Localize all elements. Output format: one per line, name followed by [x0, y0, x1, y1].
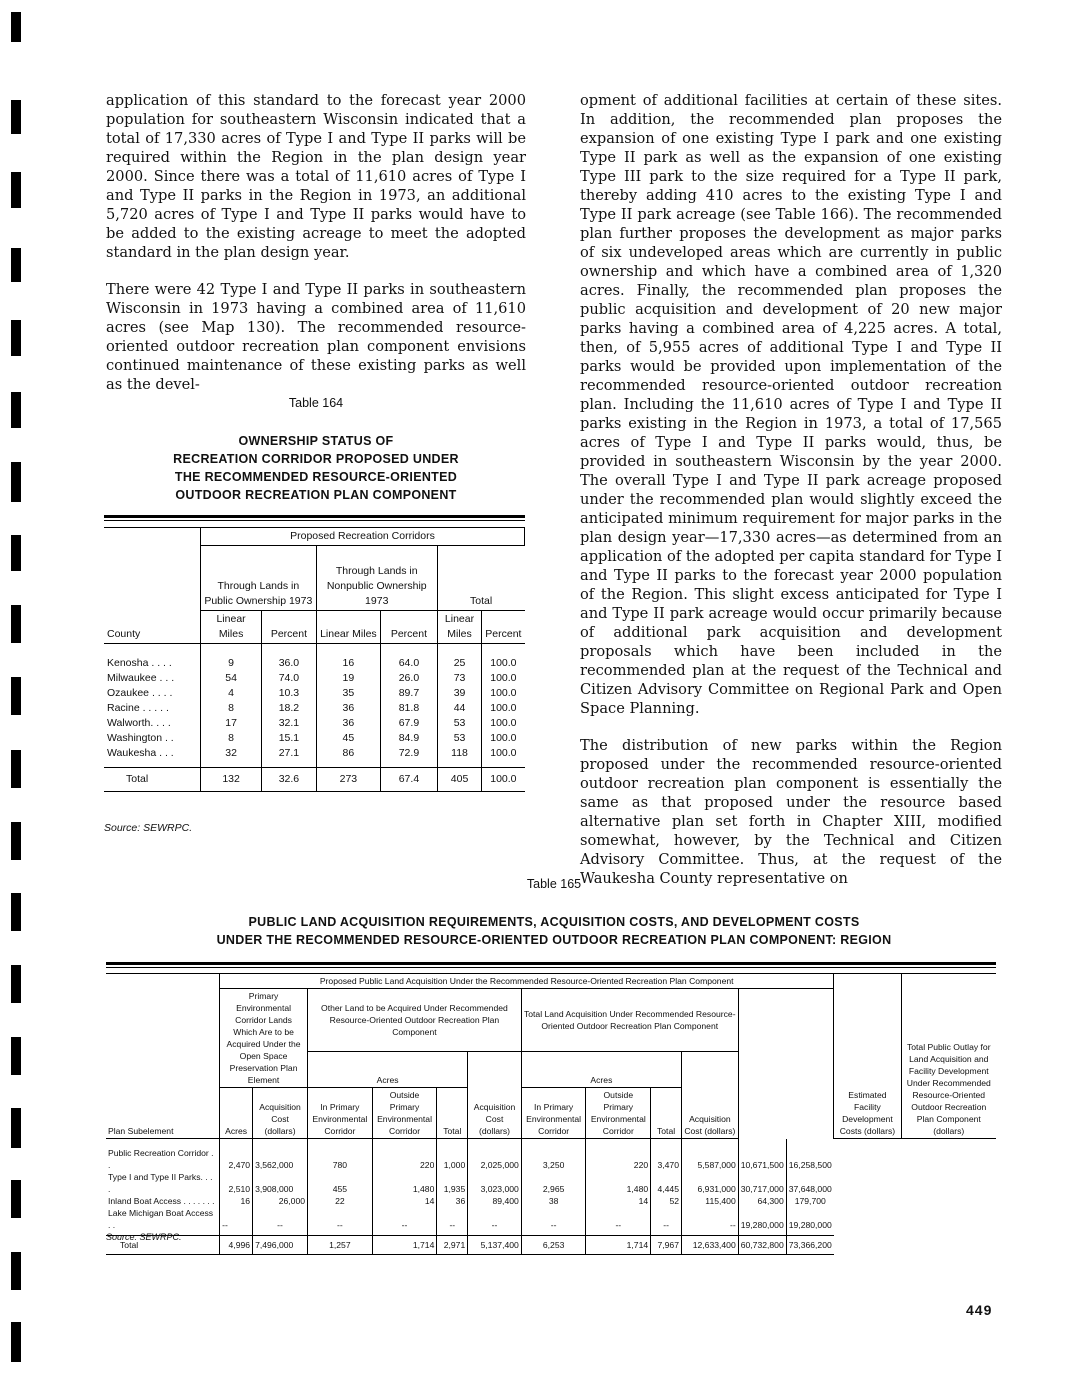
table-total-row — [104, 768, 525, 792]
in-primary-header: In Primary Environmental Corridor — [308, 1088, 373, 1139]
cell: 35 — [316, 686, 380, 701]
margin-mark — [11, 1037, 21, 1075]
cell: 118 — [437, 746, 481, 768]
county-cell: Milwaukee . . . — [104, 671, 201, 686]
cell: -- — [521, 1207, 586, 1236]
subelement-cell: Inland Boat Access . . . . . . . — [106, 1195, 220, 1207]
table-row — [104, 644, 525, 672]
cell: 5,587,000 — [682, 1139, 739, 1172]
public-outlay-header: Total Public Outlay for Land Acquisition and Facility Development Under Recommended Resource-Oriented Outdoor Recreation Plan Component (dollars) — [901, 974, 996, 1139]
subelement-cell: Type I and Type II Parks. . . . — [106, 1171, 220, 1195]
cell: 220 — [586, 1139, 651, 1172]
cell: 19,280,000 — [786, 1207, 834, 1236]
subelement-cell: Lake Michigan Boat Access . . — [106, 1207, 220, 1236]
cell: 67.9 — [381, 716, 438, 731]
cell: 100.0 — [482, 644, 525, 672]
nonpublic-ownership-header: Through Lands in Nonpublic Ownership 1973 — [316, 546, 437, 611]
cell: -- — [220, 1207, 253, 1236]
right-text-column — [580, 91, 1002, 906]
table-165-number: Table 165 — [526, 877, 582, 891]
cell: -- — [682, 1207, 739, 1236]
table-165-source: Source: SEWRPC. — [106, 1232, 182, 1242]
cell: 10.3 — [262, 686, 317, 701]
percent-header: Percent — [482, 611, 525, 644]
margin-mark — [11, 1108, 21, 1148]
cell: 3,023,000 — [468, 1171, 522, 1195]
cell: 14 — [586, 1195, 651, 1207]
cell: 15.1 — [262, 731, 317, 746]
outside-primary-header: Outside Primary Environmental Corridor — [586, 1088, 651, 1139]
county-cell: Racine . . . . . — [104, 701, 201, 716]
county-header: County — [104, 528, 201, 644]
acres-header: Acres — [220, 1088, 253, 1139]
cell: 273 — [316, 768, 380, 792]
cell: 19,280,000 — [738, 1207, 786, 1236]
table-row — [106, 1207, 996, 1236]
margin-mark — [11, 822, 21, 860]
table-top-rule — [104, 520, 525, 521]
cell: 10,671,500 — [738, 1139, 786, 1172]
cell: 100.0 — [482, 716, 525, 731]
cell: 3,250 — [521, 1139, 586, 1172]
cell: 39 — [437, 686, 481, 701]
cell: -- — [468, 1207, 522, 1236]
cell: 32.6 — [262, 768, 317, 792]
table-top-rule — [106, 967, 996, 968]
acquisition-cost-header: Acquisition Cost (dollars) — [253, 1088, 308, 1139]
cell: 4 — [201, 686, 262, 701]
public-ownership-header: Through Lands in Public Ownership 1973 — [201, 546, 317, 611]
table-row — [104, 731, 525, 746]
cell: 89.7 — [381, 686, 438, 701]
margin-mark — [11, 462, 21, 502]
cell: 1,714 — [586, 1236, 651, 1255]
table-row — [104, 671, 525, 686]
cell: 36.0 — [262, 644, 317, 672]
in-primary-header: In Primary Environmental Corridor — [521, 1088, 586, 1139]
cell: 100.0 — [482, 701, 525, 716]
plan-subelement-header: Plan Subelement — [106, 974, 220, 1139]
cell: 1,000 — [437, 1139, 468, 1172]
cell: 100.0 — [482, 686, 525, 701]
cell: 8 — [201, 731, 262, 746]
margin-mark — [11, 750, 21, 788]
cell: 81.8 — [381, 701, 438, 716]
cell: 1,480 — [586, 1171, 651, 1195]
table-total-row — [106, 1236, 996, 1255]
table-title-line: RECREATION CORRIDOR PROPOSED UNDER — [173, 452, 459, 466]
proposed-acquisition-header: Proposed Public Land Acquisition Under the Recommended Resource-Oriented Recreation Plan Component — [220, 974, 834, 989]
cell: 100.0 — [482, 731, 525, 746]
percent-header: Percent — [381, 611, 438, 644]
table-164 — [104, 527, 525, 792]
cell: 89,400 — [468, 1195, 522, 1207]
cell: 53 — [437, 716, 481, 731]
cell: 16,258,500 — [786, 1139, 834, 1172]
cell: 1,480 — [372, 1171, 437, 1195]
cell: 179,700 — [786, 1195, 834, 1207]
cell: 780 — [308, 1139, 373, 1172]
cell: 45 — [316, 731, 380, 746]
cell: 9 — [201, 644, 262, 672]
primary-corridor-header: Primary Environmental Corridor Lands Which Are to be Acquired Under the Open Space Preservation Plan Element — [220, 989, 308, 1088]
acquisition-cost-header: Acquisition Cost (dollars) — [468, 1052, 522, 1139]
outside-primary-header: Outside Primary Environmental Corridor — [372, 1088, 437, 1139]
margin-mark — [11, 172, 21, 208]
facility-cost-header: Estimated Facility Development Costs (dollars) — [834, 974, 901, 1139]
cell: 86 — [316, 746, 380, 768]
county-cell: Waukesha . . . — [104, 746, 201, 768]
cell: -- — [253, 1207, 308, 1236]
cell: 26,000 — [253, 1195, 308, 1207]
cell: 18.2 — [262, 701, 317, 716]
cell: 64,300 — [738, 1195, 786, 1207]
table-165-title — [106, 913, 1002, 949]
cell: 84.9 — [381, 731, 438, 746]
cell: 36 — [437, 1195, 468, 1207]
cell: 12,633,400 — [682, 1236, 739, 1255]
cell: 405 — [437, 768, 481, 792]
proposed-corridors-header: Proposed Recreation Corridors — [201, 528, 525, 546]
cell: 67.4 — [381, 768, 438, 792]
cell: 73,366,200 — [786, 1236, 834, 1255]
cell: 132 — [201, 768, 262, 792]
other-land-header: Other Land to be Acquired Under Recommended Resource-Oriented Outdoor Recreation Plan Component — [308, 989, 522, 1052]
table-164-number: Table 164 — [288, 396, 344, 410]
cell: 60,732,800 — [738, 1236, 786, 1255]
margin-mark — [11, 12, 21, 42]
table-title-line: THE RECOMMENDED RESOURCE-ORIENTED — [174, 470, 458, 484]
cell: 100.0 — [482, 746, 525, 768]
table-164-title — [106, 432, 526, 504]
cell: -- — [437, 1207, 468, 1236]
cell: 16 — [316, 644, 380, 672]
cell: 220 — [372, 1139, 437, 1172]
table-row — [106, 1171, 996, 1195]
cell: 19 — [316, 671, 380, 686]
county-cell: Washington . . — [104, 731, 201, 746]
cell: 30,717,000 — [738, 1171, 786, 1195]
cell: 8 — [201, 701, 262, 716]
cell: -- — [308, 1207, 373, 1236]
cell: 3,562,000 — [253, 1139, 308, 1172]
cell: 2,965 — [521, 1171, 586, 1195]
cell: -- — [372, 1207, 437, 1236]
left-text-column — [106, 91, 526, 412]
body-paragraph: There were 42 Type I and Type II parks in southeastern Wisconsin in 1973 having a combined area of 11,610 acres (see Map 130). The recommended resource-oriented outdoor recreation plan component envisions continued maintenance of these existing parks as well as the devel- — [106, 281, 526, 393]
body-paragraph: The distribution of new parks within the Region proposed under the recommended resource-oriented outdoor recreation plan component is essentially the same as that proposed under the resource based alternative plan set forth in Chapter XIII, modified somewhat, however, by the Technical and Citizen Advisory Committee. Thus, at the request of the Waukesha County representative on — [580, 737, 1002, 887]
county-cell: Kenosha . . . . — [104, 644, 201, 672]
table-row — [104, 746, 525, 768]
total-label: Total — [104, 768, 201, 792]
table-title-line: PUBLIC LAND ACQUISITION REQUIREMENTS, ACQUISITION COSTS, AND DEVELOPMENT COSTS — [248, 915, 860, 929]
cell: 2,470 — [220, 1139, 253, 1172]
acres-group-header: Acres — [308, 1052, 468, 1088]
cell: -- — [651, 1207, 682, 1236]
cell: 37,648,000 — [786, 1171, 834, 1195]
cell: 2,971 — [437, 1236, 468, 1255]
total-acquisition-header: Total Land Acquisition Under Recommended Resource-Oriented Outdoor Recreation Plan Component — [521, 989, 738, 1052]
acquisition-cost-header: Acquisition Cost (dollars) — [682, 1052, 739, 1139]
cell: 22 — [308, 1195, 373, 1207]
cell: 5,137,400 — [468, 1236, 522, 1255]
table-row — [106, 1139, 996, 1172]
cell: 7,496,000 — [253, 1236, 308, 1255]
cell: 100.0 — [482, 768, 525, 792]
linear-miles-header: Linear Miles — [316, 611, 380, 644]
acres-group-header: Acres — [521, 1052, 681, 1088]
page-number: 449 — [966, 1302, 993, 1318]
cell: 36 — [316, 701, 380, 716]
county-cell: Ozaukee . . . . — [104, 686, 201, 701]
table-title-line: OWNERSHIP STATUS OF — [238, 434, 394, 448]
table-row — [104, 716, 525, 731]
cell: 3,470 — [651, 1139, 682, 1172]
table-top-rule — [106, 962, 996, 965]
margin-mark — [11, 1252, 21, 1290]
body-paragraph: opment of additional facilities at certain of these sites. In addition, the recommended plan proposes the expansion of one existing Type I park and one existing Type II park as well as the expansion of one existing Type III park to the size required for a Type II park, thereby adding 410 acres to the existing Type I and Type II park acreage (see Table 166). The recommended plan further proposes the development as major parks of six undeveloped areas which are currently in public ownership and which have a combined area of 1,320 acres. Finally, the recommended plan proposes the public acquisition and development of 20 new major parks having a combined area of 4,225 acres. A total, then, of 5,955 acres of additional Type I and Type II parks would be provided upon implementation of the recommended resource-oriented outdoor recreation plan. Including the 11,610 acres of Type I and Type II parks existing in the Region in 1973, a total of 17,565 acres of Type I and Type II parks would, thus, be provided in southeastern Wisconsin by the year 2000. The overall Type I and Type II park acreage proposed under the recommended plan would slightly exceed the anticipated minimum requirement for major parks in the plan design year—17,330 acres—as determined from an application of the adopted per capita standard for Type I and Type II parks to the forecast year 2000 population of the Region. This slight excess anticipated for Type I and Type II park acreage would occur primarily because of additional park acquisition and development proposals which have been included in the recommended plan at the request of the Technical and Citizen Advisory Committee on Regional Park and Open Space Planning. — [580, 92, 1002, 717]
cell: 7,967 — [651, 1236, 682, 1255]
table-top-rule — [104, 515, 525, 518]
margin-mark — [11, 605, 21, 643]
cell: 64.0 — [381, 644, 438, 672]
margin-mark — [11, 100, 21, 134]
binder-margin-marks — [0, 0, 30, 1380]
cell: -- — [586, 1207, 651, 1236]
total-header: Total — [437, 546, 524, 611]
table-164-source: Source: SEWRPC. — [104, 822, 193, 834]
cell: 2,025,000 — [468, 1139, 522, 1172]
cell: 1,935 — [437, 1171, 468, 1195]
total-header: Total — [437, 1088, 468, 1139]
cell: 36 — [316, 716, 380, 731]
margin-mark — [11, 893, 21, 931]
cell: 6,931,000 — [682, 1171, 739, 1195]
cell: 1,257 — [308, 1236, 373, 1255]
margin-mark — [11, 248, 21, 282]
margin-mark — [11, 320, 21, 356]
cell: 53 — [437, 731, 481, 746]
total-header: Total — [651, 1088, 682, 1139]
table-row — [106, 1195, 996, 1207]
linear-miles-header: Linear Miles — [201, 611, 262, 644]
cell: 26.0 — [381, 671, 438, 686]
cell: 32.1 — [262, 716, 317, 731]
county-cell: Walworth. . . . — [104, 716, 201, 731]
cell: 115,400 — [682, 1195, 739, 1207]
cell: 73 — [437, 671, 481, 686]
cell: 52 — [651, 1195, 682, 1207]
cell: 4,445 — [651, 1171, 682, 1195]
cell: 44 — [437, 701, 481, 716]
cell: 1,714 — [372, 1236, 437, 1255]
table-row — [104, 686, 525, 701]
total-label: Total — [106, 1236, 220, 1255]
margin-mark — [11, 535, 21, 571]
cell: 17 — [201, 716, 262, 731]
margin-mark — [11, 1180, 21, 1218]
table-165 — [106, 973, 996, 1255]
body-paragraph: application of this standard to the forecast year 2000 population for southeastern Wisconsin indicated that a total of 17,330 acres of Type I and Type II parks will be required within the Region in the plan design year 2000. Since there was a total of 11,610 acres of Type I and Type II parks in the Region in 1973, an additional 5,720 acres of Type I and Type II parks would have to be added to the existing acreage to meet the adopted standard in the plan design year. — [106, 92, 526, 261]
cell: 16 — [220, 1195, 253, 1207]
subelement-cell: Public Recreation Corridor . . — [106, 1139, 220, 1172]
margin-mark — [11, 677, 21, 715]
margin-mark — [11, 965, 21, 1003]
cell: 54 — [201, 671, 262, 686]
cell: 455 — [308, 1171, 373, 1195]
cell: 6,253 — [521, 1236, 586, 1255]
cell: 72.9 — [381, 746, 438, 768]
margin-mark — [11, 1322, 21, 1362]
cell: 38 — [521, 1195, 586, 1207]
cell: 4,996 — [220, 1236, 253, 1255]
cell: 100.0 — [482, 671, 525, 686]
cell: 2,510 — [220, 1171, 253, 1195]
percent-header: Percent — [262, 611, 317, 644]
cell: 32 — [201, 746, 262, 768]
cell: 74.0 — [262, 671, 317, 686]
cell: 27.1 — [262, 746, 317, 768]
cell: 14 — [372, 1195, 437, 1207]
linear-miles-header: Linear Miles — [437, 611, 481, 644]
table-title-line: UNDER THE RECOMMENDED RESOURCE-ORIENTED OUTDOOR RECREATION PLAN COMPONENT: REGION — [216, 933, 892, 947]
margin-mark — [11, 392, 21, 428]
table-title-line: OUTDOOR RECREATION PLAN COMPONENT — [175, 488, 457, 502]
cell: 3,908,000 — [253, 1171, 308, 1195]
cell: 25 — [437, 644, 481, 672]
table-row — [104, 701, 525, 716]
